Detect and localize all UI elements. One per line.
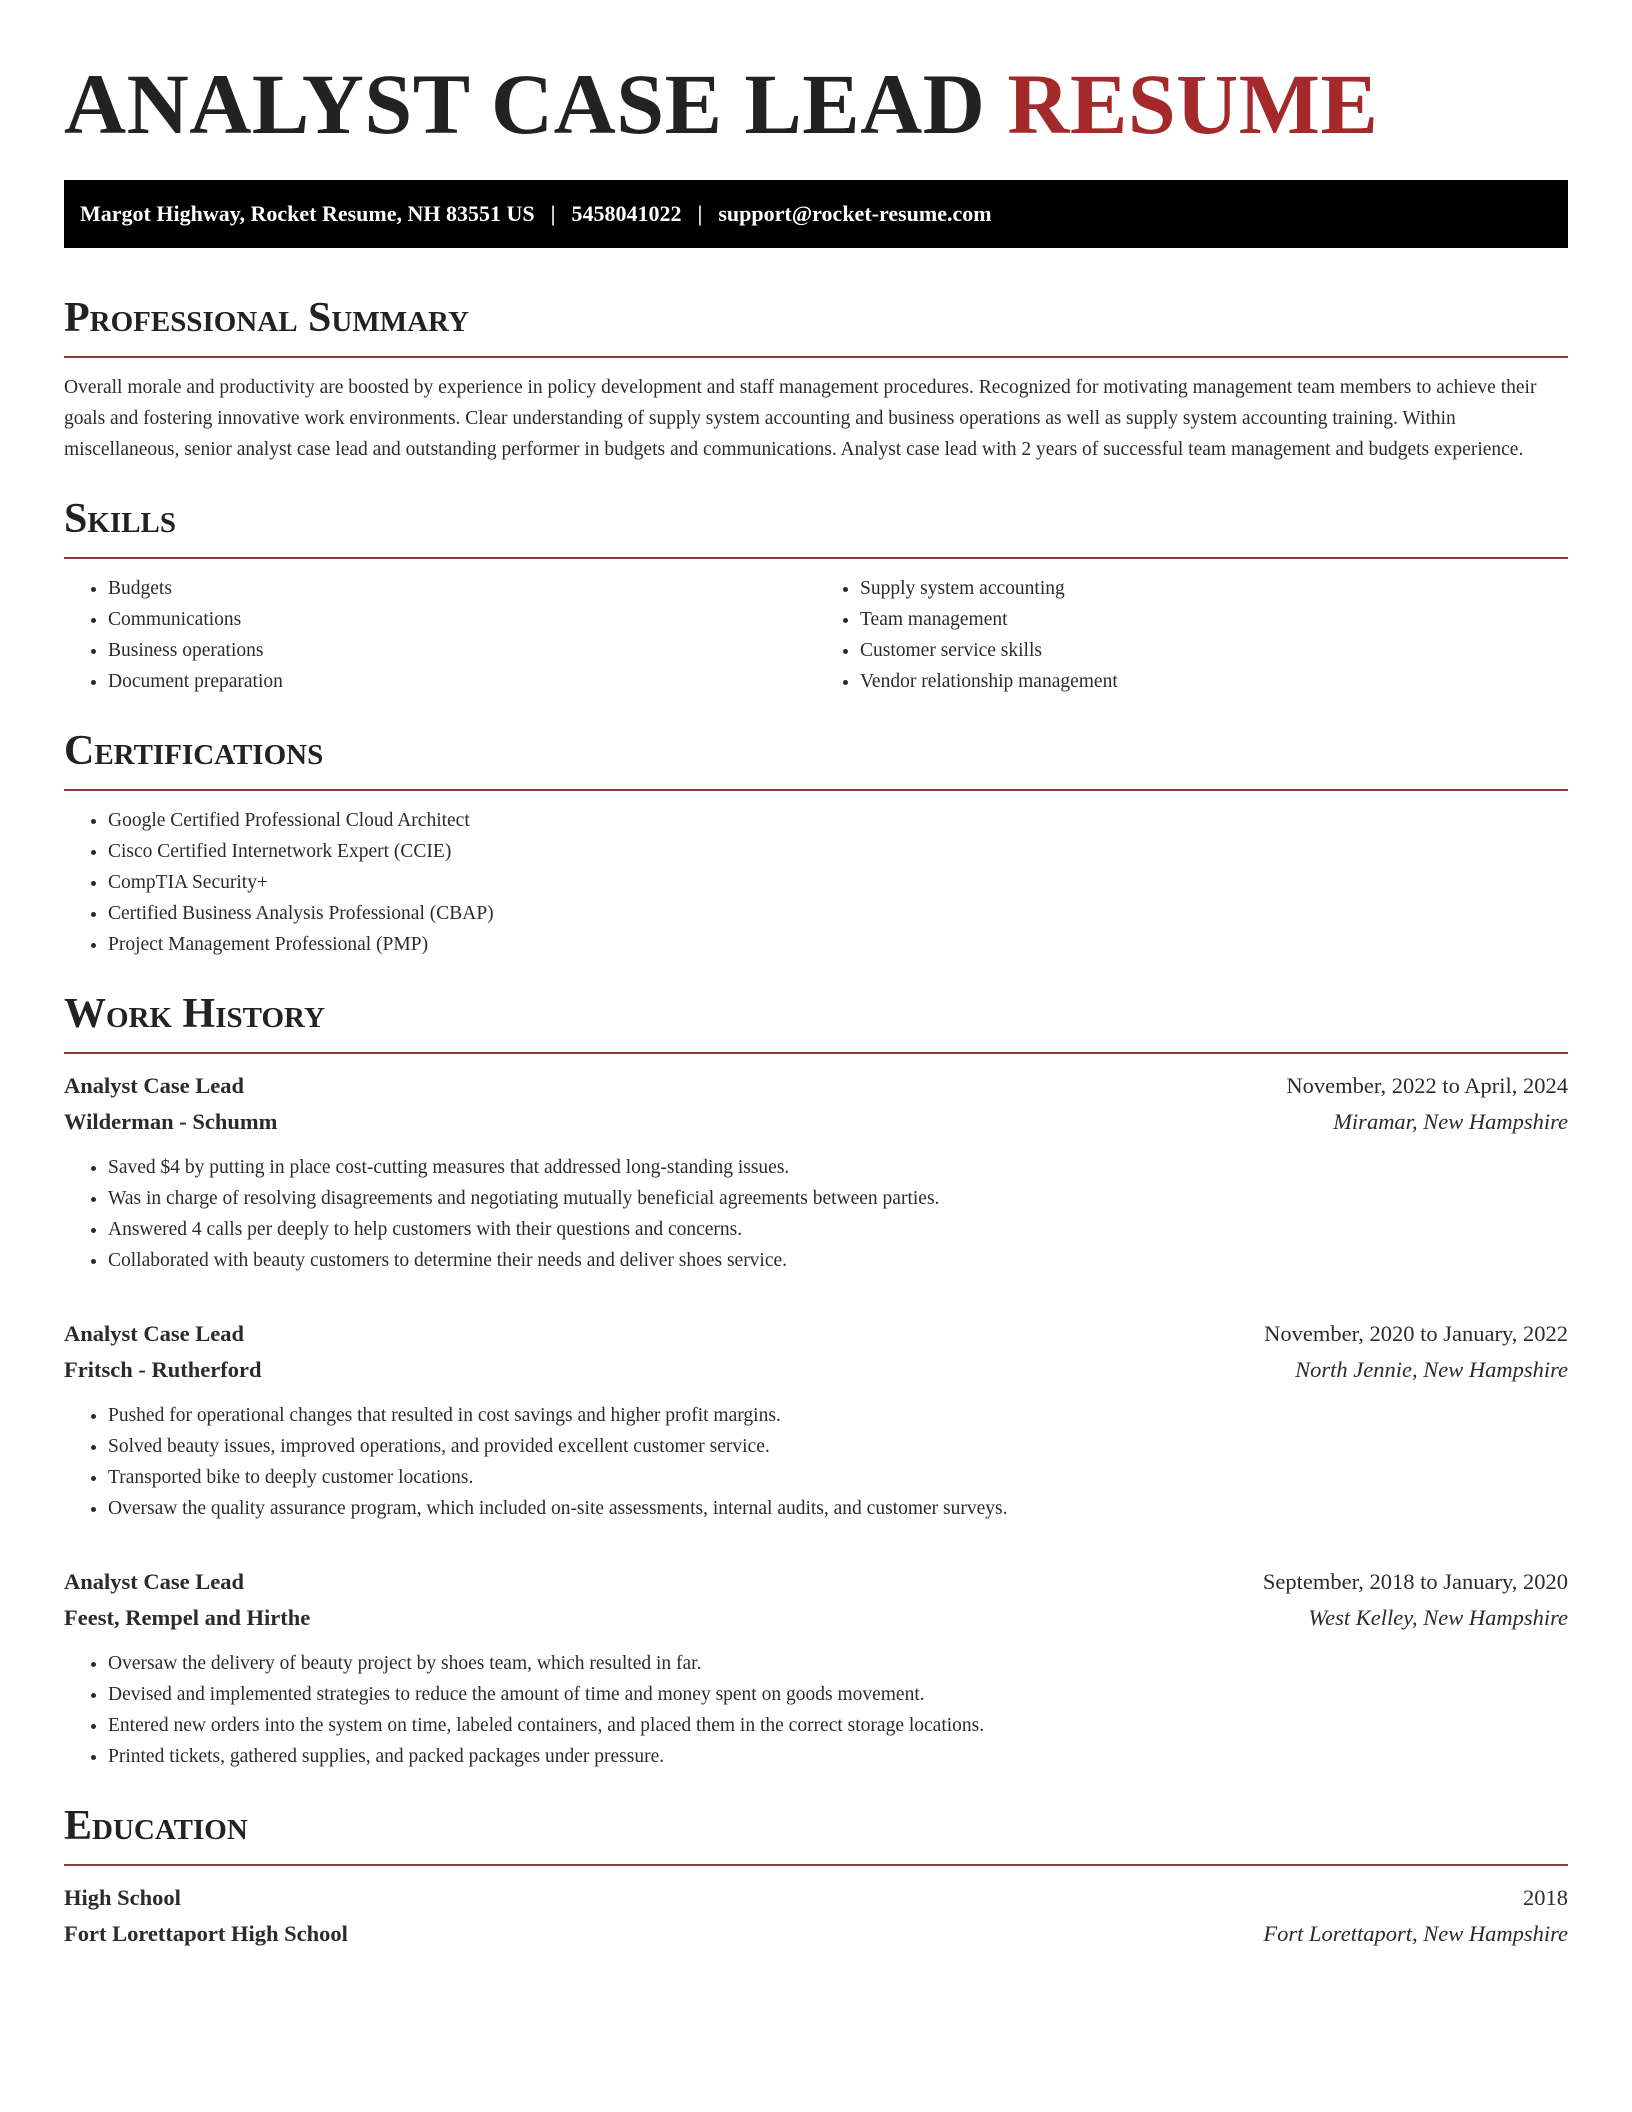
job-company: Wilderman - Schumm [64, 1109, 278, 1134]
job-title: Analyst Case Lead [64, 1321, 245, 1346]
skill-item: • Team management [860, 604, 1568, 635]
job-bullet: • Solved beauty issues, improved operations, and provided excellent customer service. [108, 1431, 1568, 1462]
job-location: North Jennie, New Hampshire [1295, 1357, 1568, 1382]
certification-item: • Cisco Certified Internetwork Expert (CCIE) [108, 836, 1568, 867]
title-main: ANALYST CASE LEAD [64, 56, 986, 152]
skill-item: • Document preparation [108, 666, 816, 697]
job-title: Analyst Case Lead [64, 1569, 245, 1594]
summary-section [64, 292, 1568, 465]
job-bullet: • Transported bike to deeply customer locations. [108, 1462, 1568, 1493]
job-bullet: • Printed tickets, gathered supplies, and packed packages under pressure. [108, 1741, 1568, 1772]
title-accent: RESUME [1007, 56, 1379, 152]
job-dates: September, 2018 to January, 2020 [1262, 1569, 1568, 1594]
summary-heading: Professional Summary [64, 295, 469, 341]
certifications-section [64, 725, 1568, 960]
job-bullets [64, 1400, 1568, 1524]
job-entry [64, 1068, 1568, 1276]
skill-item: • Customer service skills [860, 635, 1568, 666]
job-bullets [64, 1152, 1568, 1276]
section-divider [64, 1052, 1568, 1054]
job-bullet: • Devised and implemented strategies to reduce the amount of time and money spent on goods movement. [108, 1679, 1568, 1710]
job-title: Analyst Case Lead [64, 1073, 245, 1098]
contact-separator: | [697, 201, 703, 226]
contact-email[interactable]: support@rocket-resume.com [718, 201, 992, 226]
job-entry [64, 1564, 1568, 1772]
job-company-row [64, 1600, 1568, 1636]
job-dates: November, 2020 to January, 2022 [1264, 1321, 1568, 1346]
certification-item: • Certified Business Analysis Professional (CBAP) [108, 898, 1568, 929]
education-year: 2018 [1523, 1885, 1568, 1910]
job-title-row [64, 1316, 1568, 1352]
job-bullet: • Answered 4 calls per deeply to help customers with their questions and concerns. [108, 1214, 1568, 1245]
skills-list-right [816, 573, 1568, 697]
job-location: West Kelley, New Hampshire [1308, 1605, 1568, 1630]
skills-list-left [64, 573, 816, 697]
certification-item: • Project Management Professional (PMP) [108, 929, 1568, 960]
contact-separator: | [550, 201, 556, 226]
job-bullet: • Entered new orders into the system on time, labeled containers, and placed them in the correct storage locations. [108, 1710, 1568, 1741]
section-divider [64, 557, 1568, 559]
job-dates: November, 2022 to April, 2024 [1286, 1073, 1568, 1098]
skill-item: • Budgets [108, 573, 816, 604]
education-school-row [64, 1916, 1568, 1952]
education-section [64, 1800, 1568, 1952]
skills-section [64, 493, 1568, 697]
skills-heading: Skills [64, 496, 177, 542]
certifications-list [64, 805, 1568, 960]
education-school: Fort Lorettaport High School [64, 1921, 348, 1946]
job-company: Feest, Rempel and Hirthe [64, 1605, 311, 1630]
section-divider [64, 789, 1568, 791]
skills-grid [64, 573, 1568, 697]
job-bullet: • Pushed for operational changes that resulted in cost savings and higher profit margins. [108, 1400, 1568, 1431]
job-title-row [64, 1068, 1568, 1104]
work-history-heading: Work History [64, 991, 325, 1037]
skill-item: • Supply system accounting [860, 573, 1568, 604]
education-heading: Education [64, 1803, 248, 1849]
job-entry [64, 1316, 1568, 1524]
job-bullet: • Oversaw the delivery of beauty project by shoes team, which resulted in far. [108, 1648, 1568, 1679]
certification-item: • Google Certified Professional Cloud Architect [108, 805, 1568, 836]
resume-title [64, 54, 1568, 154]
skill-item: • Business operations [108, 635, 816, 666]
job-bullet: • Was in charge of resolving disagreements and negotiating mutually beneficial agreements between parties. [108, 1183, 1568, 1214]
section-divider [64, 1864, 1568, 1866]
skill-item: • Vendor relationship management [860, 666, 1568, 697]
job-bullet: • Saved $4 by putting in place cost-cutting measures that addressed long-standing issues. [108, 1152, 1568, 1183]
certification-item: • CompTIA Security+ [108, 867, 1568, 898]
job-company-row [64, 1352, 1568, 1388]
education-degree-row [64, 1880, 1568, 1916]
contact-phone: 5458041022 [571, 201, 682, 226]
section-divider [64, 356, 1568, 358]
skill-item: • Communications [108, 604, 816, 635]
job-bullet: • Collaborated with beauty customers to determine their needs and deliver shoes service. [108, 1245, 1568, 1276]
education-degree: High School [64, 1885, 181, 1910]
work-history-section [64, 988, 1568, 1772]
job-company: Fritsch - Rutherford [64, 1357, 262, 1382]
job-bullets [64, 1648, 1568, 1772]
education-entry [64, 1880, 1568, 1952]
contact-bar [64, 180, 1568, 248]
job-location: Miramar, New Hampshire [1333, 1109, 1568, 1134]
job-title-row [64, 1564, 1568, 1600]
summary-text: Overall morale and productivity are boosted by experience in policy development and staff management procedures. Recognized for motivating management team members to achieve their goals and fostering innovative work environments. Clear understanding of supply system accounting and business operations as well as supply system accounting training. Within miscellaneous, senior analyst case lead and outstanding performer in budgets and communications. Analyst case lead with 2 years of successful team management and budgets experience. [64, 377, 1537, 460]
contact-address: Margot Highway, Rocket Resume, NH 83551 US [80, 201, 535, 226]
job-company-row [64, 1104, 1568, 1140]
certifications-heading: Certifications [64, 728, 324, 774]
job-bullet: • Oversaw the quality assurance program, which included on-site assessments, internal audits, and customer surveys. [108, 1493, 1568, 1524]
education-location: Fort Lorettaport, New Hampshire [1263, 1921, 1568, 1946]
